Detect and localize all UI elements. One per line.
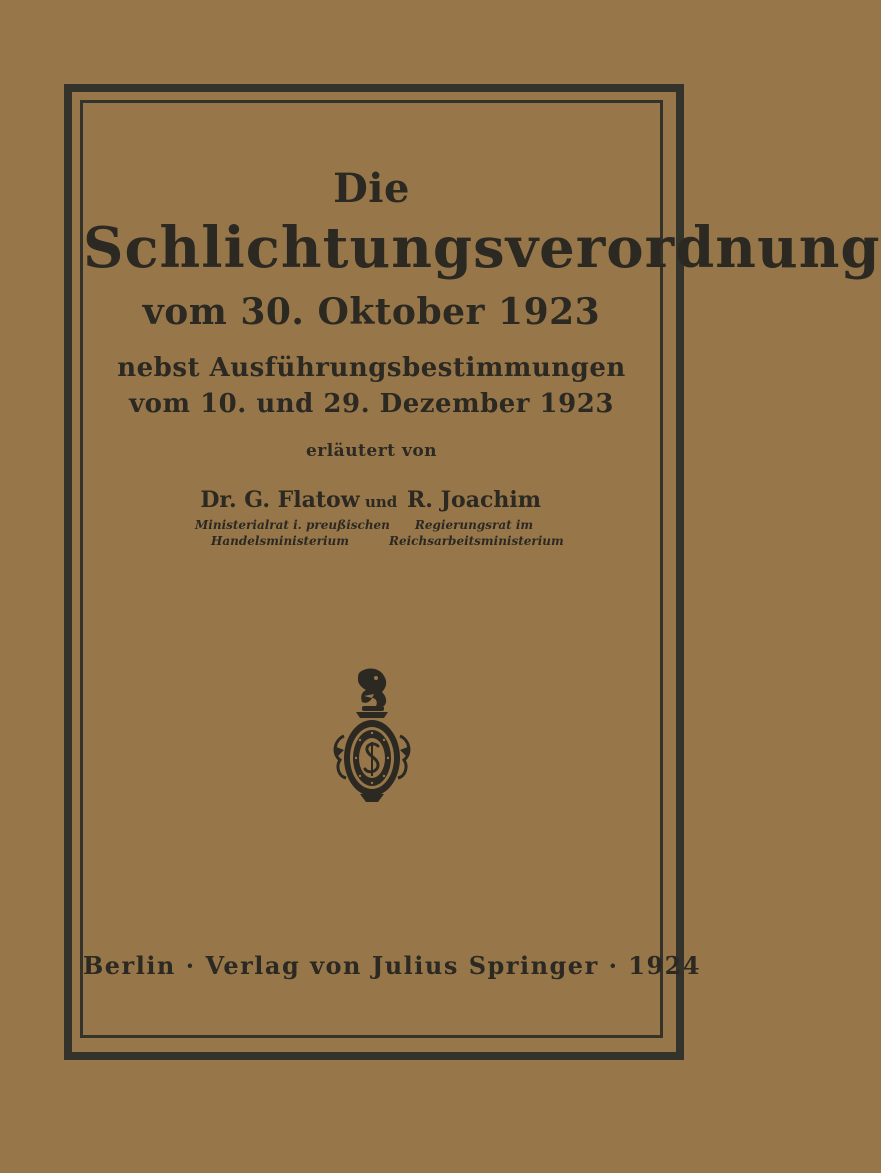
subtitle-line-2: vom 10. und 29. Dezember 1923 xyxy=(129,389,614,419)
subtitle-line-1: nebst Ausführungsbestimmungen xyxy=(117,353,626,383)
title-date: vom 30. Oktober 1923 xyxy=(142,291,601,333)
authors-block xyxy=(83,487,660,557)
author-joachim xyxy=(389,487,564,549)
cover-content xyxy=(83,103,881,1035)
explained-by-label: erläutert von xyxy=(305,441,438,461)
title-main: Schlichtungsverordnung xyxy=(83,215,881,281)
author-role-line-1: Ministerialrat i. preußischen xyxy=(195,518,390,532)
author-role-line-1: Regierungsrat im xyxy=(414,518,534,532)
author-role-line-2: Handelsministerium xyxy=(211,534,349,548)
title-line-die: Die xyxy=(333,165,410,212)
publisher-line: Berlin · Verlag von Julius Springer · 1924 xyxy=(83,951,702,980)
author-role-line-2: Reichsarbeitsministerium xyxy=(389,534,564,548)
author-conjunction: und xyxy=(365,493,398,511)
author-name: Dr. G. Flatow xyxy=(200,487,360,513)
springer-knight-emblem-icon xyxy=(330,666,414,806)
author-name: R. Joachim xyxy=(407,487,541,513)
